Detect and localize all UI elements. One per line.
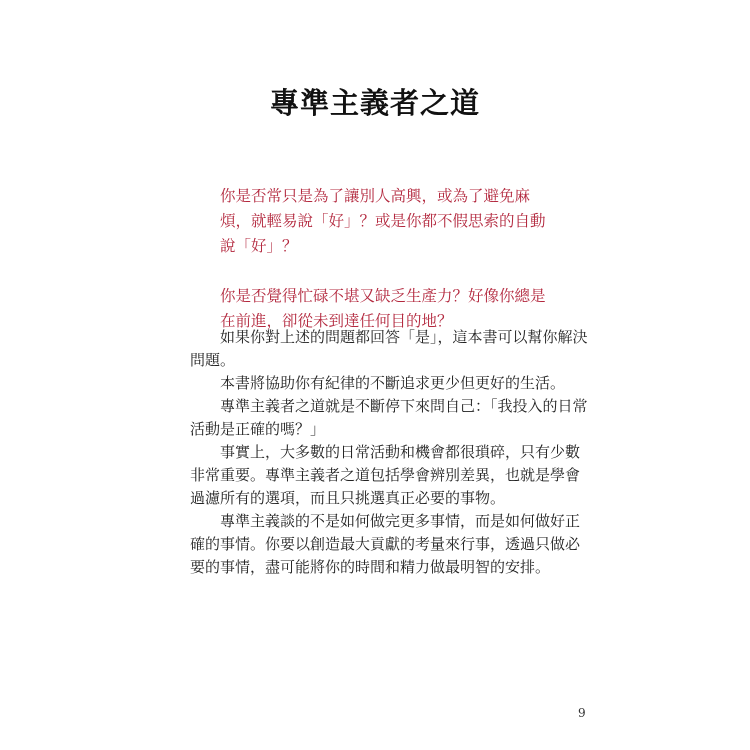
question-1: 你是否常只是為了讓別人高興，或為了避免麻煩，就輕易說「好」？或是你都不假思索的自動說「好」？ — [220, 187, 546, 255]
page-title: 專準主義者之道 — [269, 86, 480, 120]
paragraph-3: 專準主義者之道就是不斷停下來問自己：「我投入的日常活動是正確的嗎？」 — [190, 397, 588, 438]
paragraph-1: 如果你對上述的問題都回答「是」，這本書可以幫你解決問題。 — [190, 328, 588, 369]
paragraph-4: 事實上，大多數的日常活動和機會都很瑣碎，只有少數非常重要。專準主義者之道包括學會辨別差異，也就是學會過濾所有的選項，而且只挑選真正必要的事物。 — [190, 443, 581, 507]
body-text — [190, 326, 590, 579]
paragraph-2: 本書將協助你有紀律的不斷追求更少但更好的生活。 — [220, 374, 566, 392]
paragraph-5: 專準主義談的不是如何做完更多事情，而是如何做好正確的事情。你要以創造最大貢獻的考量來行事，透過只做必要的事情，盡可能將你的時間和精力做最明智的安排。 — [190, 512, 581, 576]
question-2: 你是否覺得忙碌不堪又缺乏生產力？好像你總是在前進，卻從未到達任何目的地？ — [220, 287, 546, 330]
page-number: 9 — [578, 706, 586, 720]
question-block — [220, 184, 560, 334]
